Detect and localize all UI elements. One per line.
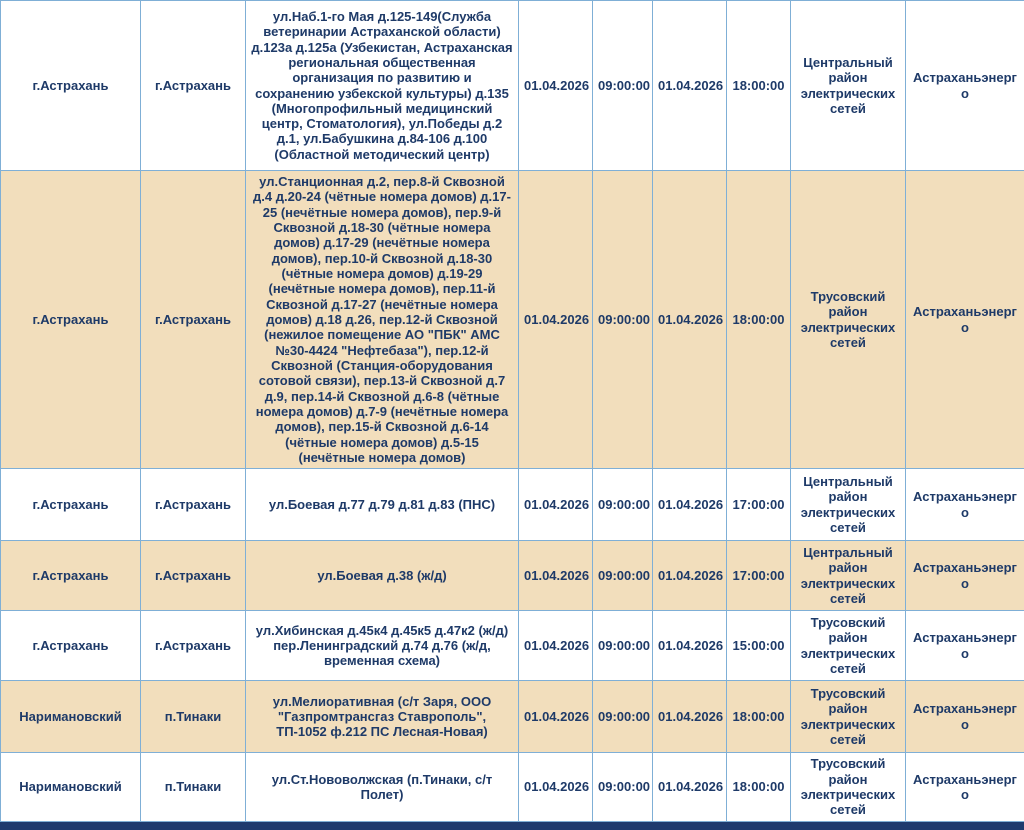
network-cell: Центральный район электрических сетей (791, 469, 906, 541)
end_date-cell: 01.04.2026 (653, 171, 727, 469)
district-cell: Наримановский (1, 753, 141, 821)
company-cell: Астраханьэнерго (906, 171, 1024, 469)
start_time-cell: 09:00:00 (593, 753, 653, 821)
end_date-cell: 01.04.2026 (653, 611, 727, 681)
start_time-cell: 09:00:00 (593, 611, 653, 681)
end_time-cell: 18:00:00 (727, 681, 791, 753)
start_date-cell: 01.04.2026 (519, 611, 593, 681)
settlement-cell: г.Астрахань (141, 469, 246, 541)
end_date-cell: 01.04.2026 (653, 469, 727, 541)
end_time-cell: 18:00:00 (727, 753, 791, 821)
start_date-cell: 01.04.2026 (519, 469, 593, 541)
company-cell: Астраханьэнерго (906, 541, 1024, 611)
end_time-cell: 18:00:00 (727, 1, 791, 171)
table-row (1, 541, 1024, 611)
network-cell: Центральный район электрических сетей (791, 1, 906, 171)
company-cell: Астраханьэнерго (906, 1, 1024, 171)
address-cell: ул.Боевая д.77 д.79 д.81 д.83 (ПНС) (246, 469, 519, 541)
start_time-cell: 09:00:00 (593, 469, 653, 541)
company-cell: Астраханьэнерго (906, 681, 1024, 753)
end_time-cell: 17:00:00 (727, 469, 791, 541)
company-cell: Астраханьэнерго (906, 611, 1024, 681)
end_date-cell: 01.04.2026 (653, 681, 727, 753)
table-row (1, 171, 1024, 469)
district-cell: г.Астрахань (1, 611, 141, 681)
start_time-cell: 09:00:00 (593, 171, 653, 469)
network-cell: Трусовский район электрических сетей (791, 681, 906, 753)
end_time-cell: 18:00:00 (727, 171, 791, 469)
settlement-cell: г.Астрахань (141, 541, 246, 611)
start_time-cell: 09:00:00 (593, 681, 653, 753)
district-cell: г.Астрахань (1, 541, 141, 611)
district-cell: Наримановский (1, 681, 141, 753)
start_date-cell: 01.04.2026 (519, 541, 593, 611)
network-cell: Центральный район электрических сетей (791, 541, 906, 611)
table-row (1, 611, 1024, 681)
district-cell: г.Астрахань (1, 469, 141, 541)
district-cell: г.Астрахань (1, 1, 141, 171)
address-cell: ул.Станционная д.2, пер.8-й Сквозной д.4 д.20-24 (чётные номера домов) д.17-25 (нечётные номера домов), пер.9-й Сквозной д.18-30 (чётные номера домов) д.17-29 (нечётные номера домов), пер.10-й Сквозной д.18-30 (чётные номера домов) д.19-29 (нечётные номера домов), пер.11-й Сквозной д.17-27 (нечётные номера домов) д.18 д.26, пер.12-й Сквозной (нежилое помещение АО "ПБК" АМС №30-4424 "Нефтебаза"), пер.12-й Сквозной (Станция-оборудования сотовой связи), пер.13-й Сквозной д.7 д.9, пер.14-й Сквозной д.6-8 (чётные номера домов) д.7-9 (нечётные номера домов), пер.15-й Сквозной д.6-14 (чётные номера домов) д.5-15 (нечётные номера домов) (246, 171, 519, 469)
network-cell: Трусовский район электрических сетей (791, 611, 906, 681)
address-cell: ул.Ст.Нововолжская (п.Тинаки, с/т Полет) (246, 753, 519, 821)
footer-bar (0, 822, 1024, 830)
start_date-cell: 01.04.2026 (519, 681, 593, 753)
settlement-cell: г.Астрахань (141, 1, 246, 171)
table-row (1, 1, 1024, 171)
start_date-cell: 01.04.2026 (519, 171, 593, 469)
network-cell: Трусовский район электрических сетей (791, 753, 906, 821)
end_date-cell: 01.04.2026 (653, 1, 727, 171)
settlement-cell: п.Тинаки (141, 753, 246, 821)
table-row (1, 469, 1024, 541)
network-cell: Трусовский район электрических сетей (791, 171, 906, 469)
start_time-cell: 09:00:00 (593, 541, 653, 611)
end_date-cell: 01.04.2026 (653, 753, 727, 821)
end_time-cell: 17:00:00 (727, 541, 791, 611)
end_time-cell: 15:00:00 (727, 611, 791, 681)
table-row (1, 753, 1024, 821)
start_time-cell: 09:00:00 (593, 1, 653, 171)
address-cell: ул.Наб.1-го Мая д.125-149(Служба ветеринарии Астраханской области) д.123а д.125а (Узбекистан, Астраханская региональная общественная организация по развитию и сохранению узбекской культуры) д.135 (Многопрофильный медицинский центр, Стоматология), ул.Победы д.2 д.1, ул.Бабушкина д.84-106 д.100 (Областной методический центр) (246, 1, 519, 171)
settlement-cell: г.Астрахань (141, 611, 246, 681)
company-cell: Астраханьэнерго (906, 753, 1024, 821)
end_date-cell: 01.04.2026 (653, 541, 727, 611)
district-cell: г.Астрахань (1, 171, 141, 469)
address-cell: ул.Боевая д.38 (ж/д) (246, 541, 519, 611)
table-row (1, 681, 1024, 753)
settlement-cell: п.Тинаки (141, 681, 246, 753)
outage-table-body (1, 1, 1024, 822)
start_date-cell: 01.04.2026 (519, 1, 593, 171)
start_date-cell: 01.04.2026 (519, 753, 593, 821)
address-cell: ул.Мелиоративная (с/т Заря, ООО "Газпромтрансгаз Ставрополь", ТП-1052 ф.212 ПС Лесная-Новая) (246, 681, 519, 753)
address-cell: ул.Хибинская д.45к4 д.45к5 д.47к2 (ж/д) пер.Ленинградский д.74 д.76 (ж/д, временная схема) (246, 611, 519, 681)
settlement-cell: г.Астрахань (141, 171, 246, 469)
company-cell: Астраханьэнерго (906, 469, 1024, 541)
